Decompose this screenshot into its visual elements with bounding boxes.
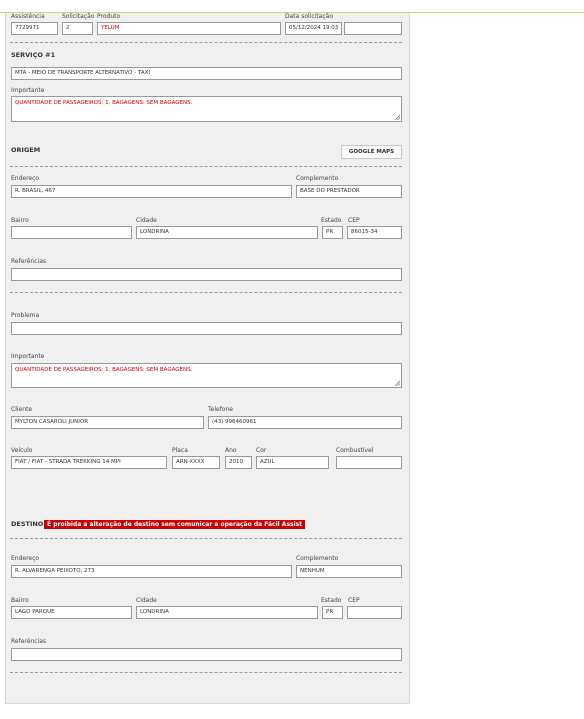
destino-estado-field[interactable]: PR xyxy=(322,606,343,619)
origem-endereco-field[interactable]: R. BRASIL, 467 xyxy=(11,185,292,198)
divider xyxy=(10,292,402,293)
destino-referencias-field[interactable] xyxy=(11,648,402,661)
destino-endereco-label: Endereço xyxy=(11,555,40,562)
divider xyxy=(10,672,402,673)
origem-cep-label: CEP xyxy=(348,217,360,224)
combustivel-field[interactable] xyxy=(336,456,402,469)
origem-referencias-field[interactable] xyxy=(11,268,402,281)
origem-title: ORIGEM xyxy=(11,146,41,154)
cor-label: Cor xyxy=(256,447,267,454)
data-solicitacao-field[interactable]: 05/12/2024 19:03 xyxy=(285,22,342,35)
destino-bairro-label: Bairro xyxy=(11,597,29,604)
destino-cidade-field[interactable]: LONDRINA xyxy=(136,606,318,619)
destino-cidade-label: Cidade xyxy=(136,597,157,604)
origem-estado-label: Estado xyxy=(321,217,342,224)
origem-estado-field[interactable]: PR xyxy=(322,226,343,239)
origem-bairro-label: Bairro xyxy=(11,217,29,224)
ano-label: Ano xyxy=(225,447,237,454)
importante-textarea[interactable] xyxy=(11,363,402,388)
origem-complemento-field[interactable]: BASE DO PRESTADOR xyxy=(296,185,402,198)
telefone-label: Telefone xyxy=(208,406,233,413)
cliente-label: Cliente xyxy=(11,406,33,413)
destino-warning-badge: É proibida a alteração de destino sem comunicar a operação da Fácil Assist xyxy=(44,520,305,529)
resize-handle-icon[interactable] xyxy=(394,114,400,120)
problema-field[interactable] xyxy=(11,322,402,335)
destino-referencias-label: Referências xyxy=(11,638,46,645)
telefone-field[interactable]: (43) 996460961 xyxy=(208,416,402,429)
cor-field[interactable]: AZUL xyxy=(256,456,329,469)
placa-field[interactable]: ARN-XXXX xyxy=(172,456,220,469)
cliente-field[interactable]: MYLTON CASAROLI JUNIOR xyxy=(11,416,204,429)
destino-cep-label: CEP xyxy=(348,597,360,604)
produto-field[interactable]: YELUM xyxy=(97,22,281,35)
veiculo-label: Veículo xyxy=(11,447,33,454)
servico-field[interactable]: MTA - MEIO DE TRANSPORTE ALTERNATIVO - TAXI xyxy=(11,67,402,80)
origem-bairro-field[interactable] xyxy=(11,226,132,239)
destino-bairro-field[interactable]: LAGO PARQUE xyxy=(11,606,132,619)
origem-cidade-field[interactable]: LONDRINA xyxy=(136,226,318,239)
servico-title: SERVIÇO #1 xyxy=(11,51,56,59)
resize-handle-icon[interactable] xyxy=(394,380,400,386)
divider xyxy=(10,538,402,539)
solicitacao-field[interactable]: 2 xyxy=(62,22,93,35)
destino-cep-field[interactable] xyxy=(347,606,402,619)
google-maps-button[interactable]: GOOGLE MAPS xyxy=(341,145,402,159)
assistencia-label: Assistência xyxy=(11,13,45,20)
importante-textarea[interactable] xyxy=(11,96,402,122)
produto-label: Produto xyxy=(97,13,121,20)
origem-cep-field[interactable]: 86015-34 xyxy=(347,226,402,239)
placa-label: Placa xyxy=(172,447,188,454)
origem-endereco-label: Endereço xyxy=(11,175,40,182)
importante-text: QUANTIDADE DE PASSAGEIROS: 1, BAGAGENS: SEM BAGAGENS. xyxy=(15,100,193,106)
importante-label: Importante xyxy=(11,87,45,94)
data-solicitacao-label: Data solicitação xyxy=(285,13,334,20)
destino-complemento-label: Complemento xyxy=(296,555,339,562)
origem-cidade-label: Cidade xyxy=(136,217,157,224)
solicitacao-label: Solicitação xyxy=(62,13,95,20)
importante-text: QUANTIDADE DE PASSAGEIROS: 1, BAGAGENS: SEM BAGAGENS. xyxy=(15,367,193,373)
extra-field[interactable] xyxy=(344,22,402,35)
divider xyxy=(10,166,402,167)
divider xyxy=(10,42,402,43)
destino-title: DESTINO xyxy=(11,520,44,528)
importante-label: Importante xyxy=(11,353,45,360)
assistencia-field[interactable]: 7729971 xyxy=(11,22,58,35)
combustivel-label: Combustível xyxy=(336,447,374,454)
destino-complemento-field[interactable]: NENHUM xyxy=(296,565,402,578)
veiculo-field[interactable]: FIAT / FIAT - STRADA TREKKING 14 MPI xyxy=(11,456,167,469)
origem-referencias-label: Referências xyxy=(11,258,46,265)
ano-field[interactable]: 2010 xyxy=(225,456,252,469)
problema-label: Problema xyxy=(11,312,40,319)
origem-complemento-label: Complemento xyxy=(296,175,339,182)
destino-estado-label: Estado xyxy=(321,597,342,604)
destino-endereco-field[interactable]: R. ALVARENGA PEIXOTO, 273 xyxy=(11,565,292,578)
